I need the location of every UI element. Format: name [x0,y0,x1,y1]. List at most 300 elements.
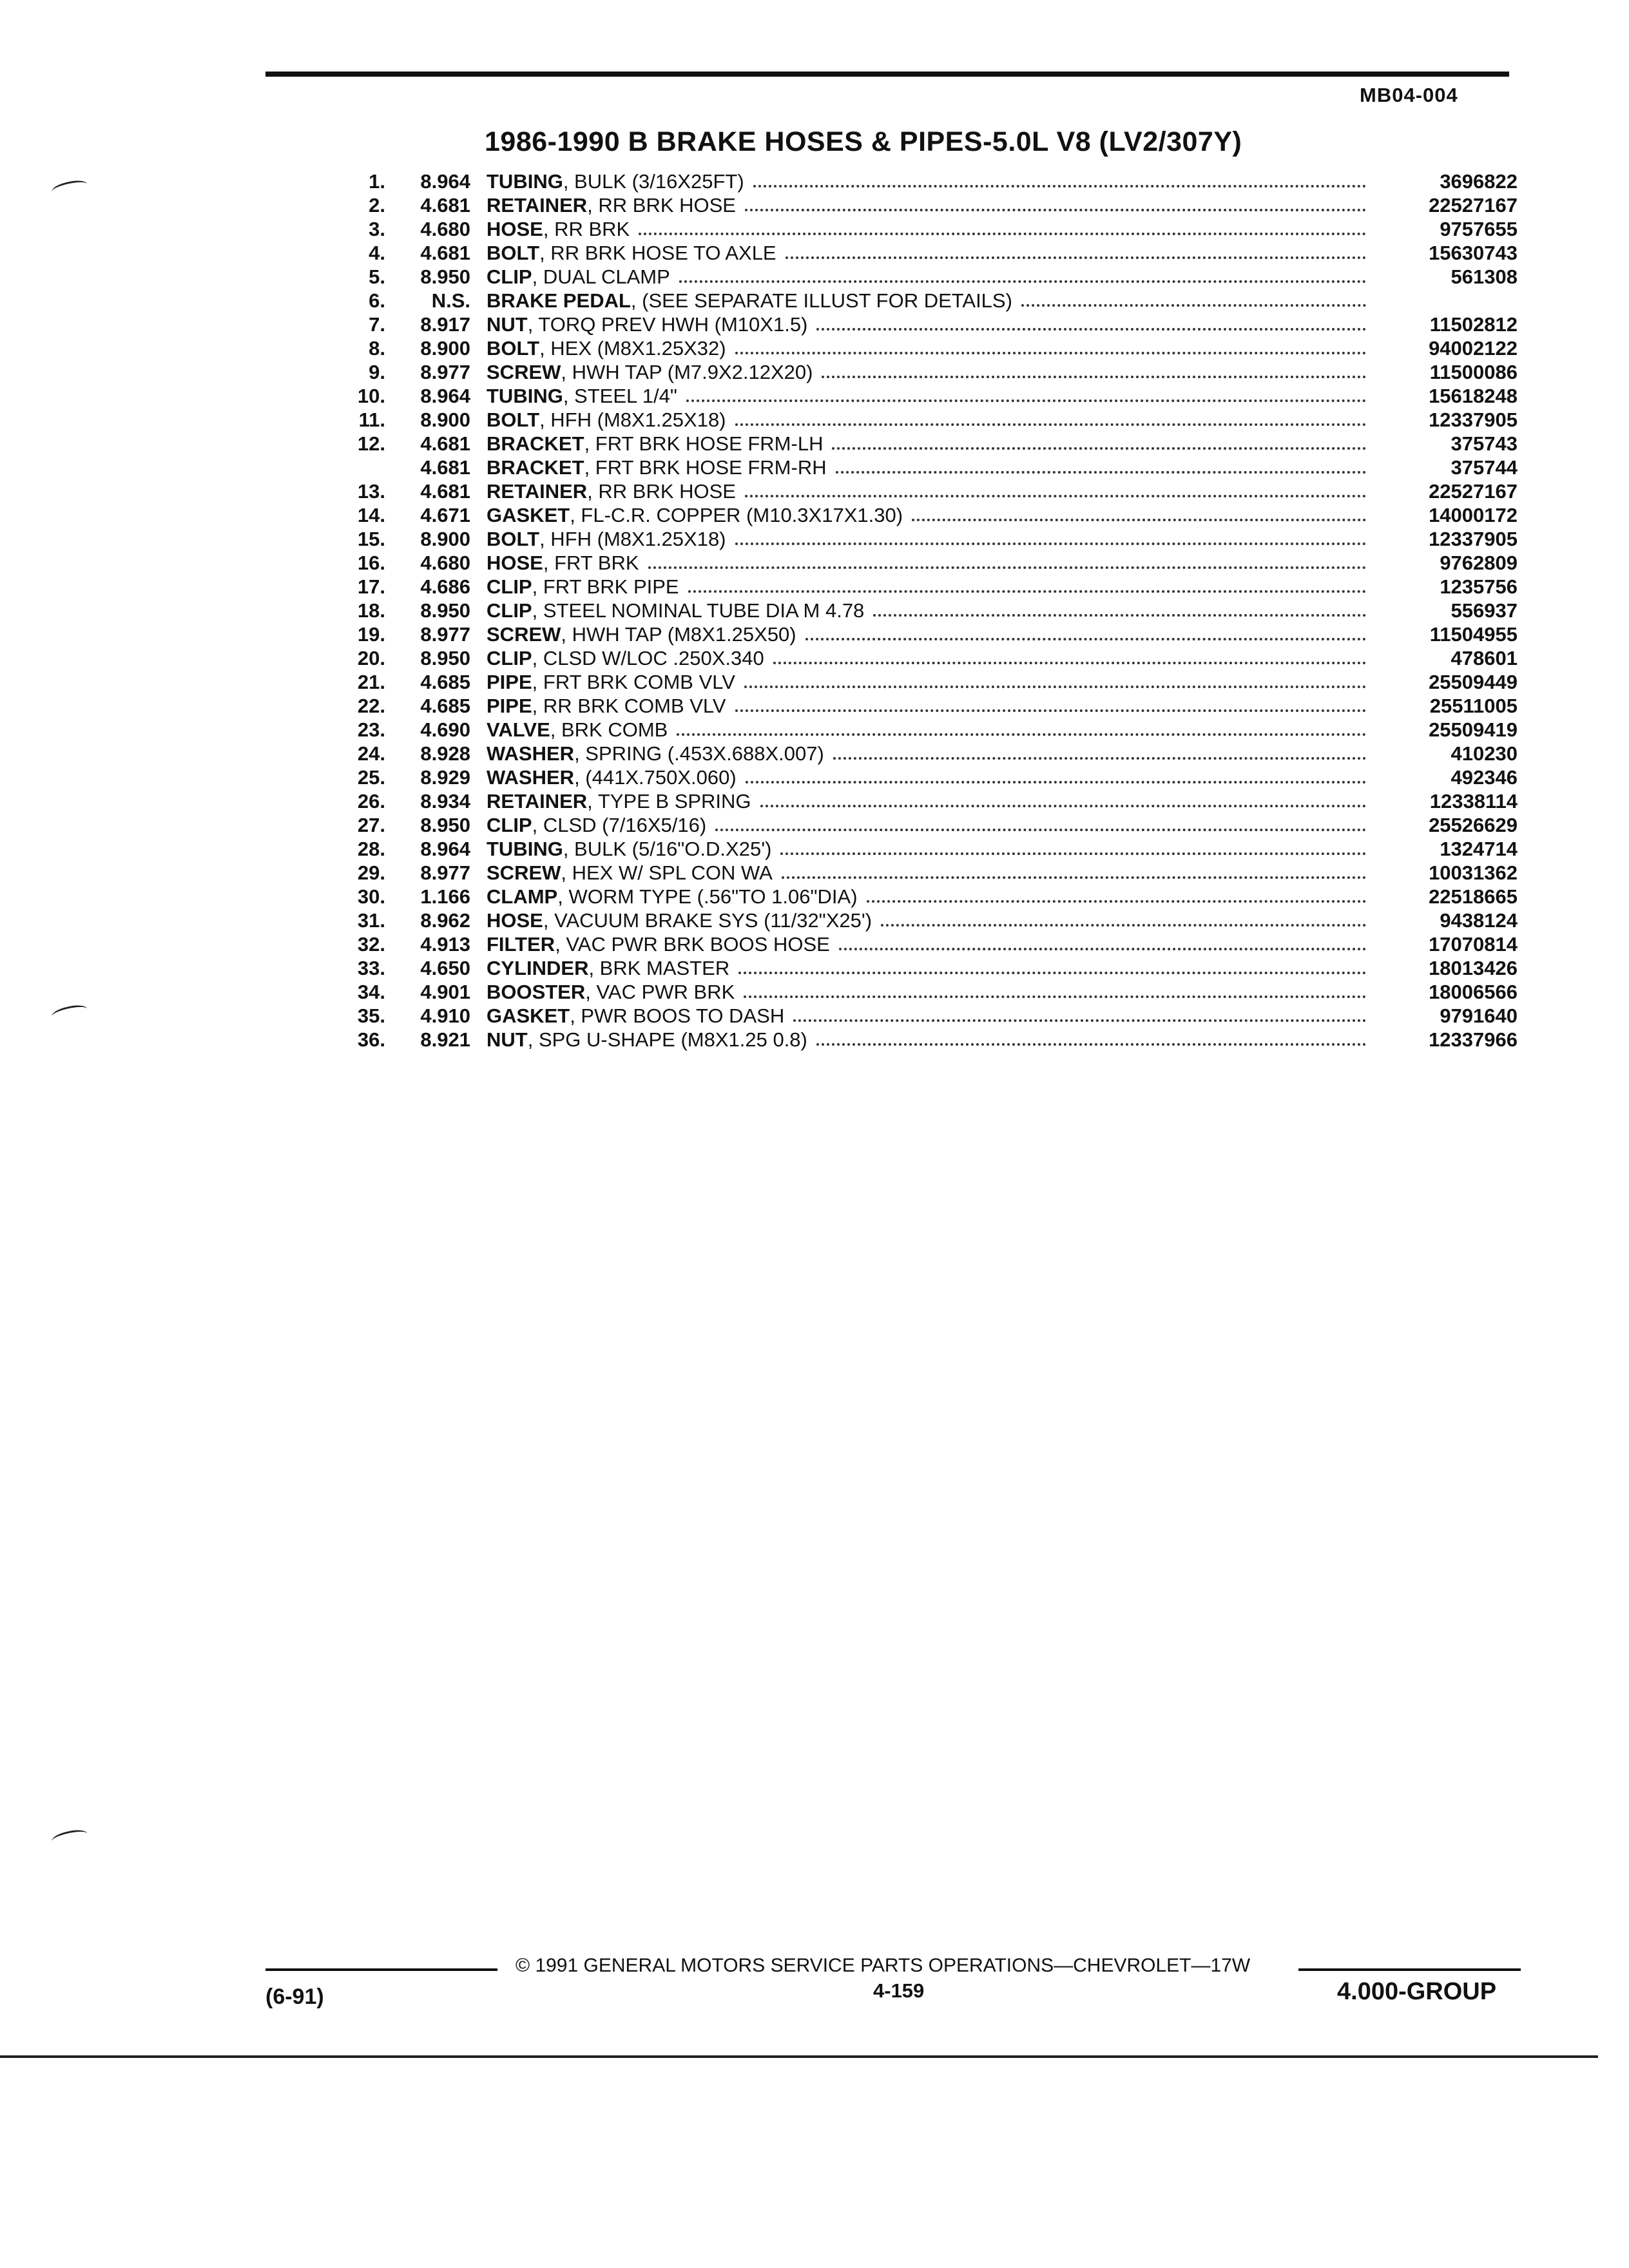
group-number: 4.671 [420,504,470,526]
part-description [487,742,1366,765]
part-row [348,384,1518,408]
part-detail: , RR BRK HOSE [587,480,736,503]
part-description [487,527,1366,551]
dot-leader [912,519,1366,521]
part-name: CLIP [487,647,532,669]
dot-leader [686,399,1366,402]
part-detail: , DUAL CLAMP [532,265,670,288]
revision-date: (6-91) [265,1984,324,2009]
part-row [348,837,1518,861]
part-row [348,265,1518,289]
part-description [487,312,1366,336]
part-detail: , TYPE B SPRING [587,790,751,812]
part-description [487,479,1366,503]
part-description [487,265,1366,289]
part-detail: , WORM TYPE (.56"TO 1.06"DIA) [557,885,858,908]
dot-leader [760,805,1366,807]
group-number: 8.964 [420,170,470,193]
part-detail: , PWR BOOS TO DASH [570,1004,785,1027]
part-row [348,1028,1518,1052]
part-name: VALVE [487,718,550,741]
part-row [348,193,1518,217]
part-detail: , BRK MASTER [588,957,730,979]
group-number: 8.929 [420,766,470,789]
part-description [487,456,1366,479]
part-number: 12338114 [1429,790,1518,812]
group-number: 4.910 [420,1004,470,1027]
part-description [487,646,1366,670]
part-name: BRACKET [487,432,584,455]
dot-leader [805,638,1366,640]
part-description [487,408,1366,432]
item-number: 27. [357,814,385,836]
part-description [487,908,1366,932]
part-name: RETAINER [487,790,588,812]
part-detail: , RR BRK HOSE TO AXLE [539,242,776,264]
part-name: CLAMP [487,885,558,908]
part-number: 18006566 [1429,981,1518,1003]
group-number: 8.917 [420,313,470,336]
part-description [487,217,1366,241]
item-number: 7. [369,313,385,336]
part-number: 492346 [1451,766,1518,789]
dot-leader [867,900,1366,903]
part-number: 22527167 [1429,194,1518,216]
part-number: 556937 [1451,599,1518,622]
item-number: 26. [357,790,385,812]
item-number: 17. [357,575,385,598]
part-detail: , BULK (5/16"O.D.X25') [563,838,772,860]
group-number: 8.964 [420,838,470,860]
item-number: 1. [369,170,385,193]
part-row [348,336,1518,360]
part-detail: , FRT BRK HOSE FRM-RH [584,456,827,479]
part-detail: , VAC PWR BRK BOOS HOSE [555,933,830,956]
part-name: CLIP [487,814,532,836]
group-number: 4.681 [420,194,470,216]
part-description [487,1028,1366,1052]
group-number: 8.900 [420,337,470,360]
part-number: 25509449 [1429,671,1518,693]
part-number: 1324714 [1440,838,1518,860]
bottom-rule [0,2055,1598,2058]
part-number: 94002122 [1429,337,1518,360]
item-number: 34. [357,981,385,1003]
part-detail: , CLSD W/LOC .250X.340 [532,647,764,669]
footer-rule-left [265,1968,497,1971]
item-number: 14. [357,504,385,526]
group-number: 8.900 [420,528,470,550]
item-number: 19. [357,623,385,646]
group-number: 8.950 [420,814,470,836]
dot-leader [746,781,1366,783]
part-description [487,599,1366,622]
dot-leader [677,733,1366,736]
item-number: 35. [357,1004,385,1027]
part-number: 12337905 [1429,528,1518,550]
binder-hole-mark [51,1003,89,1022]
part-row [348,885,1518,908]
dot-leader [881,924,1366,927]
part-number: 15630743 [1429,242,1518,264]
part-detail: , SPRING (.453X.688X.007) [574,742,824,765]
part-row [348,312,1518,336]
item-number: 36. [357,1028,385,1051]
group-number: 4.681 [420,456,470,479]
part-row [348,670,1518,694]
copyright-line: © 1991 GENERAL MOTORS SERVICE PARTS OPERATIONS—CHEVROLET—17W [516,1955,1251,1976]
part-name: NUT [487,313,528,336]
part-name: CLIP [487,575,532,598]
part-row [348,980,1518,1004]
part-name: HOSE [487,552,543,574]
part-description [487,837,1366,861]
part-detail: , HFH (M8X1.25X18) [539,528,726,550]
dot-leader [735,352,1366,354]
part-name: FILTER [487,933,555,956]
part-description [487,932,1366,956]
group-number: 4.681 [420,480,470,503]
part-row [348,622,1518,646]
group-number: 4.680 [420,552,470,574]
dot-leader [745,209,1366,211]
dot-leader [688,590,1366,593]
part-number: 1235756 [1440,575,1518,598]
item-number: 3. [369,218,385,240]
part-name: BOLT [487,337,540,360]
dot-leader [648,566,1366,569]
footer-rule-right [1298,1968,1521,1971]
group-number: 4.685 [420,695,470,717]
item-number: 15. [357,528,385,550]
part-row [348,503,1518,527]
part-row [348,527,1518,551]
part-row [348,289,1518,312]
part-number: 9757655 [1440,218,1518,240]
group-number: 4.901 [420,981,470,1003]
group-number: 8.977 [420,623,470,646]
part-row [348,408,1518,432]
item-number: 20. [357,647,385,669]
part-name: SCREW [487,361,561,383]
group-number: 4.681 [420,242,470,264]
group-number: 4.650 [420,957,470,979]
part-name: GASKET [487,504,570,526]
part-detail: , CLSD (7/16X5/16) [532,814,707,836]
part-number: 375743 [1451,432,1518,455]
part-name: HOSE [487,218,543,240]
part-row [348,456,1518,479]
group-number: 8.934 [420,790,470,812]
part-description [487,360,1366,384]
part-number: 17070814 [1429,933,1518,956]
part-number: 18013426 [1429,957,1518,979]
part-row [348,575,1518,599]
group-number: 4.690 [420,718,470,741]
part-row [348,551,1518,575]
part-row [348,908,1518,932]
group-number: 8.977 [420,361,470,383]
part-number: 9438124 [1440,909,1518,932]
part-description [487,432,1366,456]
part-detail: , FRT BRK HOSE FRM-LH [584,432,824,455]
part-detail: , VAC PWR BRK [585,981,735,1003]
part-name: WASHER [487,742,575,765]
part-name: SCREW [487,623,561,646]
item-number: 28. [357,838,385,860]
part-description [487,169,1366,193]
part-name: BOLT [487,242,540,264]
part-detail: , FRT BRK COMB VLV [532,671,735,693]
dot-leader [738,972,1366,974]
group-number: 8.977 [420,861,470,884]
part-detail: , HWH TAP (M7.9X2.12X20) [561,361,813,383]
item-number: 12. [357,432,385,455]
part-row [348,718,1518,742]
part-name: CLIP [487,265,532,288]
part-number: 12337905 [1429,408,1518,431]
part-description [487,694,1366,718]
group-number: 8.950 [420,647,470,669]
item-number: 18. [357,599,385,622]
dot-leader [839,948,1366,950]
part-description [487,885,1366,908]
part-description [487,789,1366,813]
dot-leader [782,876,1366,879]
item-number: 11. [358,408,385,431]
part-description [487,336,1366,360]
part-detail: , SPG U-SHAPE (M8X1.25 0.8) [527,1028,807,1051]
part-detail: , RR BRK COMB VLV [532,695,726,717]
item-number: 25. [357,766,385,789]
part-description [487,765,1366,789]
binder-hole-mark [51,1827,89,1847]
item-number: 6. [369,289,385,312]
group-number: 4.686 [420,575,470,598]
dot-leader [822,376,1366,378]
part-name: NUT [487,1028,528,1051]
part-description [487,813,1366,837]
dot-leader [832,447,1366,450]
part-row [348,169,1518,193]
part-row [348,813,1518,837]
part-name: CYLINDER [487,957,589,979]
part-description [487,503,1366,527]
part-name: PIPE [487,671,532,693]
binder-hole-mark [51,178,89,197]
item-number: 13. [357,480,385,503]
part-name: CLIP [487,599,532,622]
part-name: RETAINER [487,480,588,503]
part-name: SCREW [487,861,561,884]
part-name: HOSE [487,909,543,932]
page-title: 1986-1990 B BRAKE HOSES & PIPES-5.0L V8 (LV2/307Y) [485,126,1242,157]
item-number: 10. [357,385,385,407]
part-name: BRACKET [487,456,584,479]
dot-leader [1021,304,1366,307]
part-row [348,789,1518,813]
part-description [487,980,1366,1004]
part-row [348,1004,1518,1028]
part-number: 25526629 [1429,814,1518,836]
group-number: 4.913 [420,933,470,956]
part-name: BOLT [487,528,540,550]
item-number: 33. [357,957,385,979]
part-number: 3696822 [1440,170,1518,193]
item-number: 16. [357,552,385,574]
item-number: 21. [357,671,385,693]
part-number: 11502812 [1429,313,1518,336]
part-row [348,360,1518,384]
dot-leader [836,471,1366,474]
dot-leader [744,686,1366,688]
dot-leader [833,757,1366,760]
part-detail: , FL-C.R. COPPER (M10.3X17X1.30) [570,504,903,526]
part-row [348,432,1518,456]
item-number: 30. [357,885,385,908]
part-detail: , HEX (M8X1.25X32) [539,337,726,360]
dot-leader [679,280,1366,283]
parts-list [348,169,1518,1052]
part-detail: , RR BRK HOSE [587,194,736,216]
item-number: 22. [357,695,385,717]
dot-leader [753,185,1366,187]
group-number: 8.921 [420,1028,470,1051]
top-rule [265,72,1509,77]
group-number: 4.685 [420,671,470,693]
dot-leader [773,662,1366,664]
part-description [487,718,1366,742]
part-number: 478601 [1451,647,1518,669]
part-number: 22518665 [1429,885,1518,908]
part-description [487,551,1366,575]
dot-leader [873,614,1366,617]
part-detail: , (SEE SEPARATE ILLUST FOR DETAILS) [630,289,1012,312]
group-number: 8.962 [420,909,470,932]
part-number: 9791640 [1440,1004,1518,1027]
part-detail: , STEEL NOMINAL TUBE DIA M 4.78 [532,599,865,622]
group-number: 4.681 [420,432,470,455]
page-number: 4-159 [873,1979,925,2002]
part-detail: , TORQ PREV HWH (M10X1.5) [527,313,808,336]
part-detail: , HWH TAP (M8X1.25X50) [561,623,796,646]
part-description [487,956,1366,980]
part-row [348,479,1518,503]
group-number: 4.680 [420,218,470,240]
part-number: 561308 [1451,265,1518,288]
group-number: N.S. [431,289,470,312]
dot-leader [816,1043,1366,1046]
part-name: TUBING [487,838,563,860]
part-name: WASHER [487,766,575,789]
part-number: 410230 [1451,742,1518,765]
part-detail: , STEEL 1/4" [563,385,677,407]
dot-leader [745,495,1366,497]
part-number: 15618248 [1429,385,1518,407]
item-number: 31. [357,909,385,932]
part-row [348,217,1518,241]
part-description [487,241,1366,265]
part-detail: , RR BRK [543,218,630,240]
group-number: 8.964 [420,385,470,407]
part-row [348,599,1518,622]
item-number: 5. [369,265,385,288]
part-detail: , HEX W/ SPL CON WA [561,861,773,884]
part-name: RETAINER [487,194,588,216]
part-row [348,742,1518,765]
part-detail: , VACUUM BRAKE SYS (11/32"X25') [543,909,872,932]
part-description [487,384,1366,408]
part-description [487,193,1366,217]
part-row [348,765,1518,789]
part-name: BOOSTER [487,981,586,1003]
part-name: BOLT [487,408,540,431]
group-number: 8.950 [420,265,470,288]
part-detail: , BULK (3/16X25FT) [563,170,744,193]
part-number: 25509419 [1429,718,1518,741]
dot-leader [816,328,1366,331]
group-number: 8.928 [420,742,470,765]
part-row [348,861,1518,885]
part-description [487,575,1366,599]
item-number: 24. [357,742,385,765]
part-number: 10031362 [1429,861,1518,884]
part-description [487,1004,1366,1028]
group-number: 1.166 [420,885,470,908]
part-number: 11500086 [1429,361,1518,383]
part-row [348,241,1518,265]
dot-leader [735,709,1366,712]
part-number: 11504955 [1429,623,1518,646]
part-detail: , HFH (M8X1.25X18) [539,408,726,431]
dot-leader [715,829,1366,831]
document-code: MB04-004 [1360,84,1458,106]
part-detail: , FRT BRK [543,552,639,574]
part-row [348,932,1518,956]
part-row [348,956,1518,980]
dot-leader [780,852,1366,855]
dot-leader [735,543,1366,545]
item-number: 8. [369,337,385,360]
part-row [348,646,1518,670]
part-name: PIPE [487,695,532,717]
part-name: GASKET [487,1004,570,1027]
part-number: 14000172 [1429,504,1518,526]
part-detail: , (441X.750X.060) [574,766,737,789]
part-number: 22527167 [1429,480,1518,503]
part-detail: , FRT BRK PIPE [532,575,679,598]
group-label: 4.000-GROUP [1337,1978,1497,2005]
part-name: TUBING [487,170,563,193]
part-number: 375744 [1451,456,1518,479]
dot-leader [735,423,1366,426]
item-number: 4. [369,242,385,264]
item-number: 9. [369,361,385,383]
part-description [487,670,1366,694]
part-description [487,289,1366,312]
part-name: TUBING [487,385,563,407]
dot-leader [744,995,1366,998]
dot-leader [639,233,1366,235]
part-number: 9762809 [1440,552,1518,574]
item-number: 23. [357,718,385,741]
item-number: 32. [357,933,385,956]
dot-leader [786,256,1366,259]
group-number: 8.950 [420,599,470,622]
part-detail: , BRK COMB [550,718,668,741]
part-row [348,694,1518,718]
part-number: 12337966 [1429,1028,1518,1051]
